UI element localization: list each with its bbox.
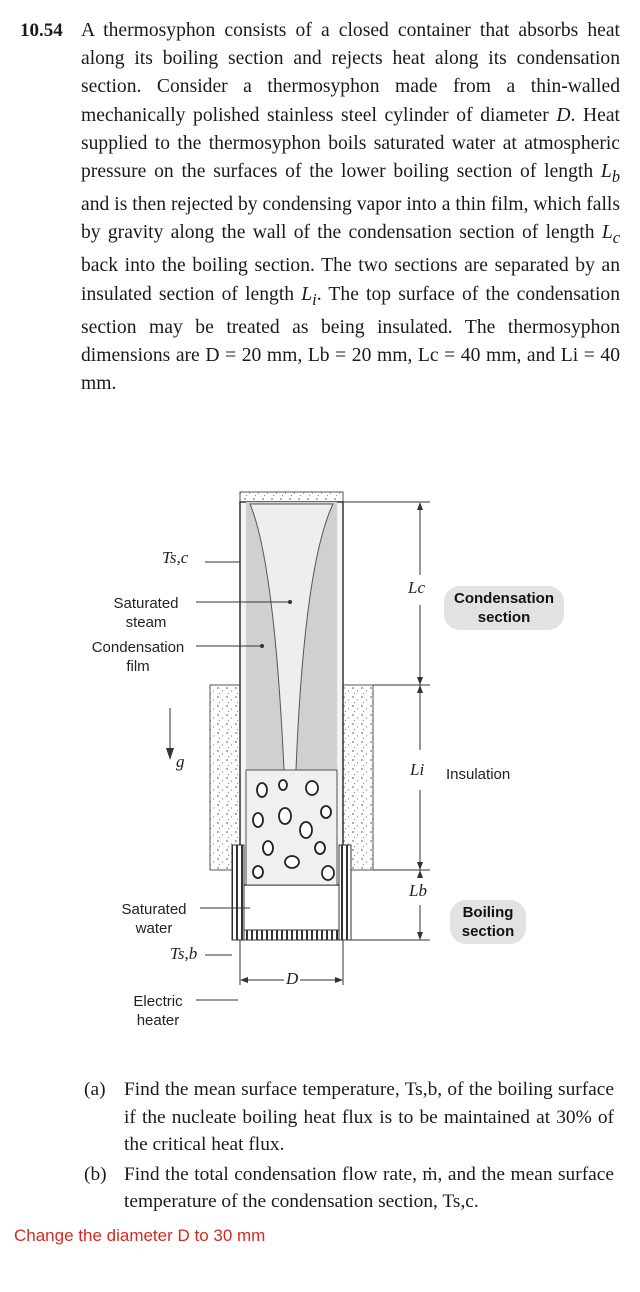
question-parts (84, 1076, 614, 1218)
insulation-right (343, 685, 373, 870)
problem-statement (20, 17, 620, 398)
question-a-text: Find the mean surface temperature, Ts,b, of the boiling surface if the nucleate boiling heat flux is to be maintained at 30% of the critical heat flux. (124, 1079, 614, 1156)
label-tsb: Ts,b (170, 944, 198, 963)
question-a-label: (a) (84, 1079, 106, 1100)
symbol-D: D (556, 104, 571, 126)
text-part-2: . Heat supplied to the thermosyphon boils saturated water at atmospheric pressure on the surfaces of the lower boiling section of length (81, 104, 620, 183)
label-saturated-steam: Saturated steam (113, 595, 179, 631)
symbol-Lc-sub: c (612, 228, 620, 248)
text-part-3: and is then rejected by condensing vapor into a thin film, which falls by gravity along the wall of the condensation section of length (81, 194, 620, 244)
text-part-4: back into the boiling section. The two sections are separated by an insulated section of length (81, 255, 620, 305)
modification-note: Change the diameter D to 30 mm (14, 1226, 266, 1245)
heater-right (339, 845, 351, 940)
label-insulation: Insulation (446, 766, 511, 783)
symbol-Li: L (301, 283, 313, 305)
top-cap (240, 492, 343, 502)
problem-number: 10.54 (20, 20, 63, 41)
text-part-1: A thermosyphon consists of a closed container that absorbs heat along its boiling section and rejects heat along its condensation section. Consider a thermosyphon made from a thin-walled mechanically polished stainless steel cylinder of diameter (81, 20, 620, 126)
symbol-Lb: L (600, 161, 612, 183)
heater-bottom (244, 930, 339, 940)
label-saturated-water: Saturated water (121, 901, 187, 937)
label-electric-heater: Electric heater (133, 993, 183, 1029)
heater-left (232, 845, 244, 940)
problem-text (81, 17, 620, 398)
thermosyphon-figure (0, 470, 640, 1050)
label-d: D (286, 969, 299, 988)
question-b-label: (b) (84, 1163, 107, 1185)
symbol-Lc: L (601, 222, 613, 244)
label-li: Li (410, 760, 425, 779)
label-condensation-film: Condensation film (91, 639, 185, 675)
symbol-Lb-sub: b (611, 166, 620, 186)
label-tsc: Ts,c (162, 548, 189, 567)
label-g: g (176, 752, 185, 771)
dimensions: D = 20 mm, Lb = 20 mm, Lc = 40 mm, and Li = 40 mm. (81, 344, 620, 395)
label-lc: Lc (408, 578, 425, 597)
bubble-boiling-section: Boiling section (450, 900, 526, 944)
question-b (84, 1161, 614, 1216)
text-part-5: . The top surface of the condensation section may be treated as being insulated. The thermosyphon dimensions are (81, 283, 621, 366)
question-b-text: Find the total condensation flow rate, ṁ, and the mean surface temperature of the condensation section, Ts,c. (124, 1163, 614, 1213)
label-lb: Lb (409, 881, 427, 900)
thermosyphon-diagram (0, 470, 640, 1050)
bubble-condensation-section: Condensation section (444, 586, 564, 630)
question-a (84, 1076, 614, 1159)
insulation-left (210, 685, 240, 870)
symbol-Li-sub: i (312, 289, 317, 309)
